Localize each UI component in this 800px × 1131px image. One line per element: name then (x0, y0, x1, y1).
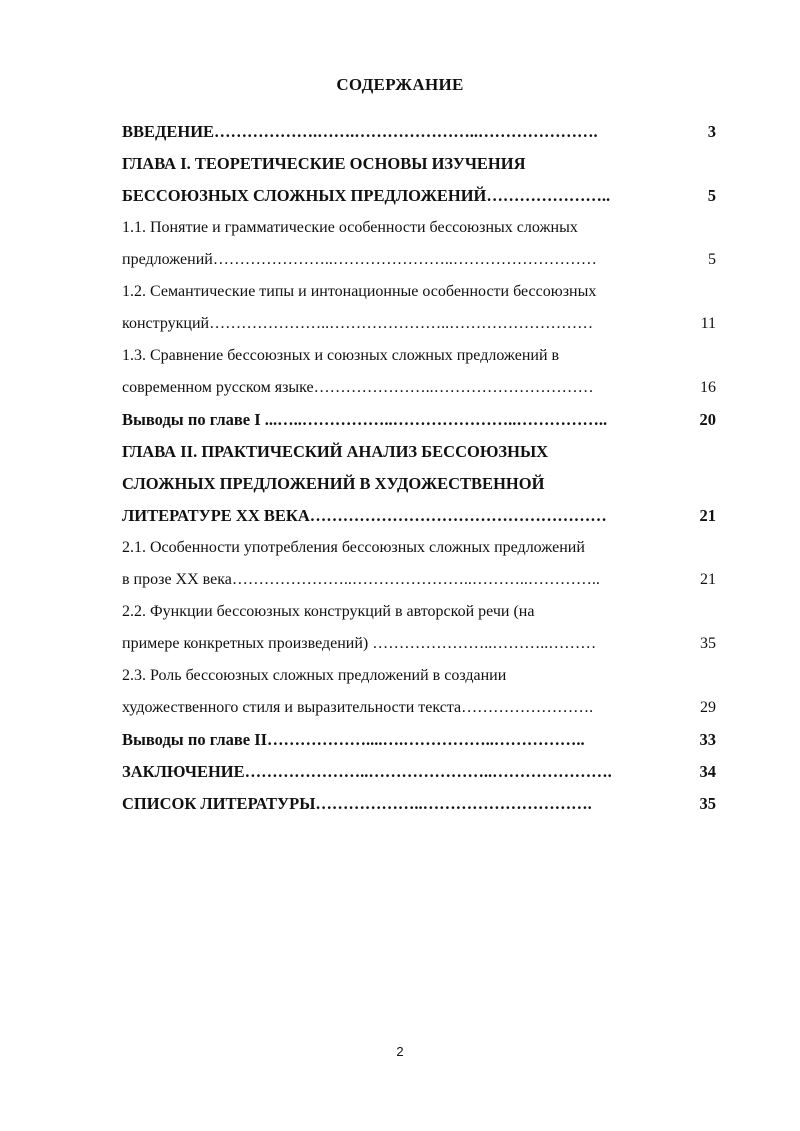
toc-entry-1-2-line-2[interactable] (122, 308, 716, 340)
toc-entry-2-2-line-1[interactable] (122, 596, 716, 628)
toc-entry-text: художественного стиля и выразительности текста……………………. (122, 699, 594, 716)
toc-entry-text: БЕССОЮЗНЫХ СЛОЖНЫХ ПРЕДЛОЖЕНИЙ………………….. (122, 186, 611, 205)
toc-entry-text: конструкций…………………..…………………..……………………… (122, 315, 594, 332)
toc-entry-text: предложений…………………..…………………..……………………… (122, 251, 597, 268)
toc-entry-page: 5 (707, 186, 716, 205)
toc-entry-page: 21 (700, 571, 716, 588)
toc-entry-page: 16 (700, 379, 716, 396)
toc-entry-1-3-line-1[interactable] (122, 340, 716, 372)
toc-entry-text: 1.3. Сравнение бессоюзных и союзных сложных предложений в (122, 347, 560, 364)
toc-entry-text: 2.1. Особенности употребления бессоюзных сложных предложений (122, 539, 585, 556)
toc-entry-text: примере конкретных произведений) …………………..………..……… (122, 635, 597, 652)
toc-entry-text: СПИСОК ЛИТЕРАТУРЫ………………..…………………………. (122, 794, 592, 813)
toc-entry-1-3-line-2[interactable] (122, 372, 716, 404)
toc-entry-page: 11 (700, 315, 716, 332)
toc-entry-page: 35 (699, 794, 716, 813)
toc-entry-page: 20 (699, 410, 716, 429)
toc-title: СОДЕРЖАНИЕ (336, 75, 464, 94)
toc-entry-text: ГЛАВА II. ПРАКТИЧЕСКИЙ АНАЛИЗ БЕССОЮЗНЫХ (122, 442, 549, 461)
toc-entry-text: 2.2. Функции бессоюзных конструкций в авторской речи (на (122, 603, 535, 620)
toc-entry-page: 5 (708, 251, 716, 268)
toc-entry-text: 1.1. Понятие и грамматические особенности бессоюзных сложных (122, 219, 578, 236)
toc-entry-1-1-line-2[interactable] (122, 244, 716, 276)
toc-entry-2-2-line-2[interactable] (122, 628, 716, 660)
toc-entry-2-1-line-2[interactable] (122, 564, 716, 596)
table-of-contents (122, 116, 716, 820)
toc-entry-2-3-line-2[interactable] (122, 692, 716, 724)
toc-entry-chapter-2-line-3[interactable] (122, 500, 716, 532)
toc-entry-page: 35 (700, 635, 716, 652)
toc-entry-2-3-line-1[interactable] (122, 660, 716, 692)
toc-entry-page: 33 (699, 730, 716, 749)
toc-entry-page: 34 (699, 762, 716, 781)
toc-entry-text: в прозе XX века…………………..…………………..………..………….. (122, 571, 600, 588)
page-number: 2 (396, 1044, 404, 1059)
toc-entry-page: 21 (699, 506, 716, 525)
toc-entry-bibliography[interactable] (122, 788, 716, 820)
toc-entry-text: Выводы по главе II………………....….……………..…………….. (122, 730, 585, 749)
toc-entry-text: ВВЕДЕНИЕ……………….…….…………………..…………………. (122, 122, 598, 141)
toc-entry-2-1-line-1[interactable] (122, 532, 716, 564)
toc-entry-page: 29 (700, 699, 716, 716)
toc-entry-text: ГЛАВА I. ТЕОРЕТИЧЕСКИЕ ОСНОВЫ ИЗУЧЕНИЯ (122, 154, 526, 173)
toc-entry-text: 1.2. Семантические типы и интонационные особенности бессоюзных (122, 283, 597, 300)
toc-entry-chapter-1-line-1[interactable] (122, 148, 716, 180)
toc-entry-text: ЛИТЕРАТУРЕ XX ВЕКА……………………………………………… (122, 506, 607, 525)
toc-entry-text: ЗАКЛЮЧЕНИЕ…………………..…………………..…………………. (122, 762, 612, 781)
toc-entry-conclusion[interactable] (122, 756, 716, 788)
toc-entry-1-2-line-1[interactable] (122, 276, 716, 308)
toc-entry-chapter-2-line-2[interactable] (122, 468, 716, 500)
toc-entry-chapter-1-line-2[interactable] (122, 180, 716, 212)
toc-entry-text: Выводы по главе I ...…..……………..…………………..…………….. (122, 410, 608, 429)
toc-entry-text: СЛОЖНЫХ ПРЕДЛОЖЕНИЙ В ХУДОЖЕСТВЕННОЙ (122, 474, 545, 493)
toc-entry-page: 3 (707, 122, 716, 141)
toc-entry-introduction[interactable] (122, 116, 716, 148)
toc-entry-1-1-line-1[interactable] (122, 212, 716, 244)
toc-entry-text: современном русском языке…………………..………………………… (122, 379, 594, 396)
toc-entry-chapter-2-line-1[interactable] (122, 436, 716, 468)
toc-entry-conclusions-chapter-2[interactable] (122, 724, 716, 756)
toc-entry-text: 2.3. Роль бессоюзных сложных предложений в создании (122, 667, 507, 684)
toc-entry-conclusions-chapter-1[interactable] (122, 404, 716, 436)
